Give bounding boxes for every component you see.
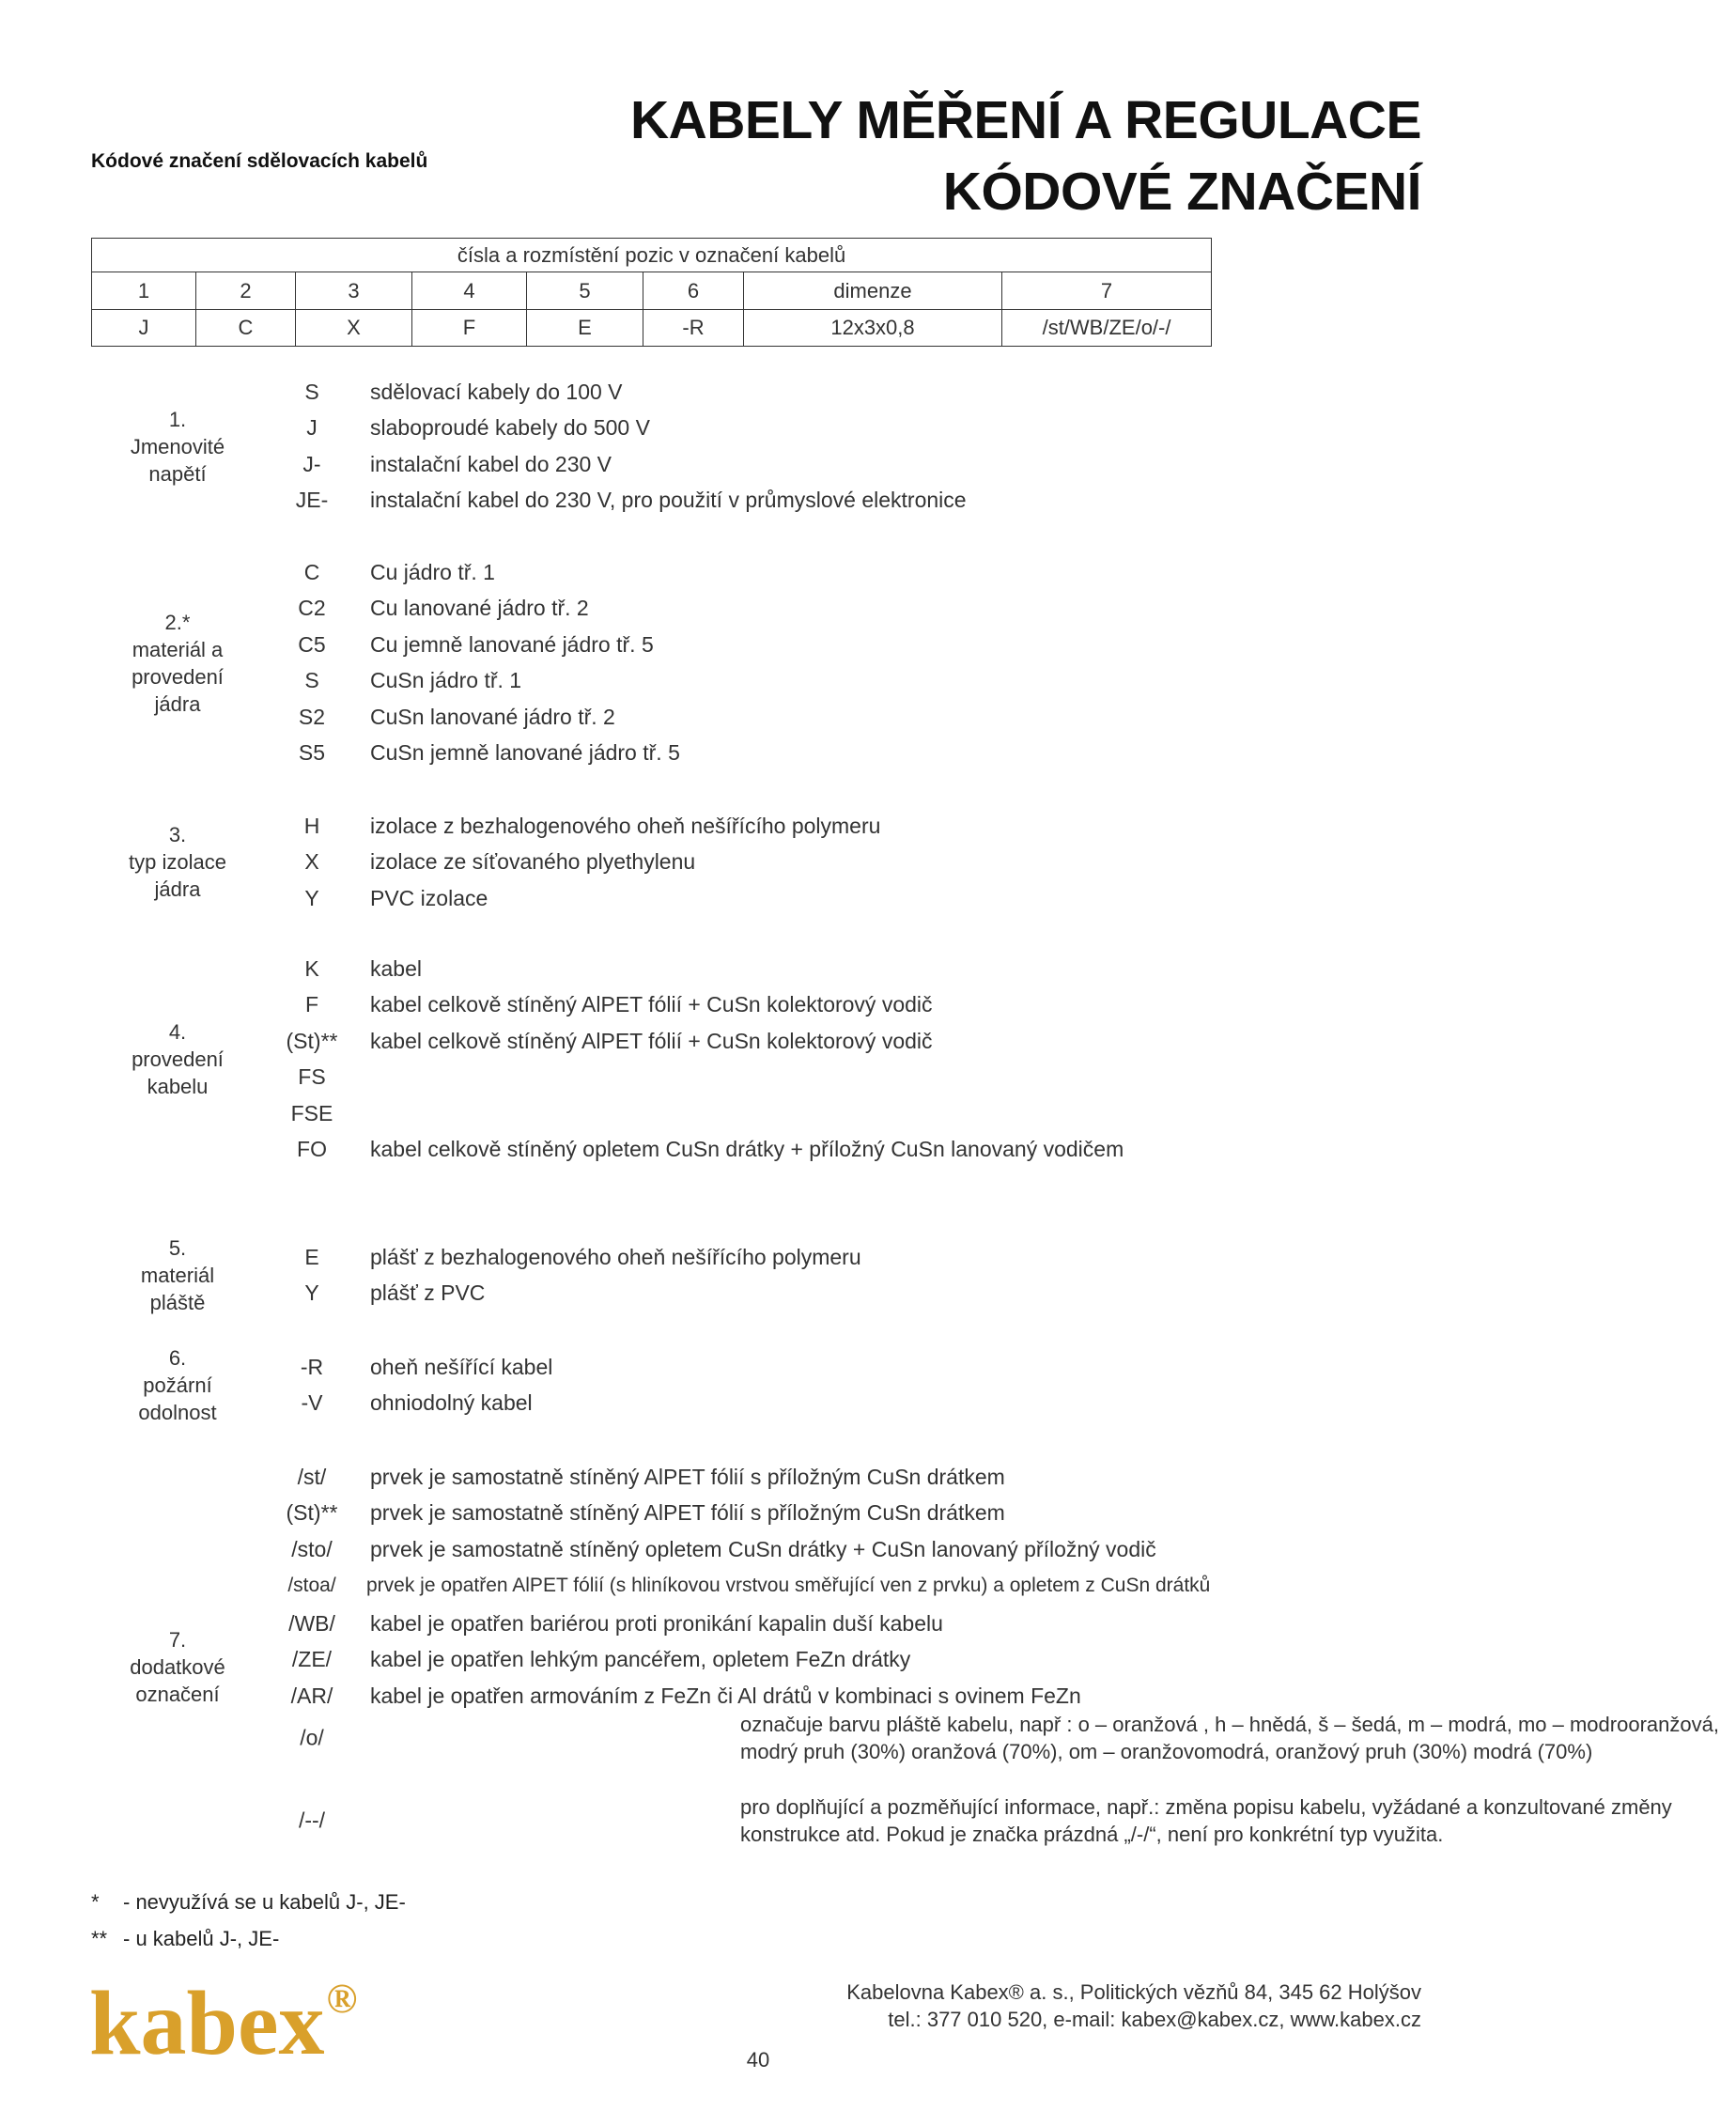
code: /st/ (297, 1464, 327, 1489)
table-value-cell: 12x3x0,8 (744, 310, 1002, 347)
code-description: prvek je opatřen AlPET fólií (s hliníkovou vrstvou směřující ven z prvku) a opletem z CuSn drátků (366, 1574, 1211, 1596)
code: S (304, 668, 319, 693)
section-label-line: 7. (168, 1628, 187, 1652)
section-label-line: pláště (149, 1291, 206, 1314)
section-core-material (0, 554, 1503, 771)
table-caption: čísla a rozmístění pozic v označení kabelů (92, 239, 1212, 272)
code: /--/ (298, 1808, 326, 1833)
code-row (0, 1386, 1503, 1422)
code: (St)** (286, 1500, 338, 1526)
code: S5 (298, 740, 326, 766)
code-description: instalační kabel do 230 V (370, 451, 612, 476)
code-description: kabel je opatřen lehkým pancéřem, opletem FeZn drátky (370, 1647, 911, 1672)
code-row (0, 736, 1503, 772)
code: /sto/ (291, 1536, 333, 1561)
table-value-cell: C (196, 310, 296, 347)
code-row (0, 446, 1503, 483)
section-label-line: napětí (148, 461, 207, 486)
code-description: kabel celkově stíněný AlPET fólií + CuSn kolektorový vodič (370, 1028, 933, 1053)
code-row (0, 1531, 1503, 1568)
section-cable-design (0, 951, 1503, 1168)
code: Y (304, 1280, 319, 1306)
code-row (0, 1793, 1672, 1848)
code: Y (304, 885, 319, 910)
code-row (0, 1642, 1503, 1679)
table-header-cell: 5 (527, 272, 643, 310)
code-row (0, 808, 1503, 845)
title-line-2: KÓDOVÉ ZNAČENÍ (942, 162, 1421, 222)
section-label-line: 4. (168, 1020, 187, 1044)
code: /WB/ (288, 1610, 335, 1636)
logo-registered-mark: ® (326, 1976, 358, 2022)
code-description: označuje barvu pláště kabelu, např : o – oranžová , h – hnědá, š – šedá, m – modrá, mo – modrooranžová, modrý pruh (30%) oranžová (70%), om – oranžovomodrá, oranžový pruh (30%) modrá (70%) (740, 1713, 1719, 1763)
code-row (0, 627, 1503, 663)
code-row (0, 1132, 1503, 1169)
table-value-row (92, 310, 1212, 347)
page-number: 40 (746, 2048, 770, 2072)
code: H (303, 813, 320, 838)
code-row (0, 1349, 1503, 1386)
code: /AR/ (290, 1683, 333, 1708)
section-label-line: provedení (132, 1047, 224, 1071)
footnote (91, 1927, 279, 1951)
code-row (0, 554, 1503, 591)
section-label-line: jádra (154, 691, 201, 716)
section-label-line: materiál (140, 1264, 215, 1287)
code-description: sdělovací kabely do 100 V (370, 379, 623, 404)
code-description: kabel celkově stíněný AlPET fólií + CuSn kolektorový vodič (370, 992, 933, 1017)
section-label-line: označení (135, 1683, 220, 1706)
code: -V (301, 1390, 323, 1416)
code-description: instalační kabel do 230 V, pro použití v průmyslové elektronice (370, 488, 967, 513)
code: /o/ (300, 1725, 324, 1750)
code-row (0, 951, 1503, 987)
code: FSE (290, 1100, 333, 1125)
section-core-insulation (0, 808, 1503, 917)
code-row (0, 591, 1503, 628)
code: FS (298, 1064, 326, 1090)
code: C (303, 559, 320, 584)
footnote-text: - u kabelů J-, JE- (123, 1927, 280, 1950)
table-value-cell: E (527, 310, 643, 347)
code-description: pro doplňující a pozměňující informace, např.: změna popisu kabelu, vyžádané a konzultované změny konstrukce atd. Pokud je značka prázdná „/-/“, není pro konkrétní typ využita. (740, 1795, 1672, 1846)
code-description: plášť z bezhalogenového oheň nešířícího polymeru (370, 1244, 861, 1269)
section-label-line: 1. (168, 407, 187, 431)
table-header-cell: 7 (1002, 272, 1212, 310)
code-description: CuSn jemně lanované jádro tř. 5 (370, 740, 680, 766)
code-row (0, 663, 1503, 700)
code: /ZE/ (291, 1647, 333, 1672)
code-row (0, 1276, 1503, 1312)
code: -R (300, 1354, 324, 1379)
table-header-cell: 4 (412, 272, 527, 310)
code-row (0, 1606, 1503, 1642)
code-description: izolace ze síťovaného plyethylenu (370, 849, 696, 875)
footnote-text: - nevyužívá se u kabelů J-, JE- (123, 1890, 406, 1914)
section-label-line: kabelu (147, 1075, 209, 1098)
code-position-table (91, 238, 1212, 347)
section-additional-marking (0, 1459, 1719, 1875)
table-value-cell: /st/WB/ZE/o/-/ (1002, 310, 1212, 347)
code-description: Cu jemně lanované jádro tř. 5 (370, 631, 654, 657)
code-row (0, 987, 1503, 1024)
table-header-cell: 1 (92, 272, 196, 310)
code-description: kabel je opatřen armováním z FeZn či Al drátů v kombinaci s ovinem FeZn (370, 1683, 1081, 1708)
code-row (0, 1060, 1503, 1096)
section-fire-resistance (0, 1346, 1503, 1424)
code: E (304, 1244, 319, 1269)
code-description: prvek je samostatně stíněný opletem CuSn drátky + CuSn lanovaný příložný vodič (370, 1536, 1156, 1561)
code: /stoa/ (287, 1574, 336, 1596)
code-description: CuSn lanované jádro tř. 2 (370, 704, 615, 729)
section-label-line: Jmenovité (130, 434, 225, 458)
company-address (846, 1979, 1421, 2033)
footnote (91, 1890, 406, 1915)
code: J (306, 415, 318, 441)
code-row (0, 1711, 1719, 1765)
kabex-logo (89, 1952, 358, 2074)
code-row (0, 1568, 1503, 1605)
code-row (0, 880, 1503, 917)
section-label-line: materiál a (132, 637, 224, 661)
code-row (0, 1459, 1503, 1496)
code-description: CuSn jádro tř. 1 (370, 668, 522, 693)
table-header-cell: 3 (296, 272, 412, 310)
code-description: kabel je opatřen bariérou proti pronikání kapalin duší kabelu (370, 1610, 943, 1636)
code-description: Cu jádro tř. 1 (370, 559, 495, 584)
table-value-cell: -R (643, 310, 744, 347)
table-header-cell: 6 (643, 272, 744, 310)
code-description: kabel celkově stíněný opletem CuSn drátky + příložný CuSn lanovaný vodičem (370, 1137, 1124, 1162)
code: F (304, 992, 319, 1017)
code-description: prvek je samostatně stíněný AlPET fólií s příložným CuSn drátkem (370, 1464, 1005, 1489)
code-row (0, 1239, 1503, 1276)
code: C5 (298, 631, 326, 657)
page-title (630, 85, 1421, 227)
code-row (0, 374, 1503, 411)
code: K (304, 955, 319, 981)
code: S (304, 379, 319, 404)
section-label-line: odolnost (138, 1401, 217, 1424)
code: (St)** (286, 1028, 338, 1053)
section-label-line: 5. (168, 1236, 187, 1260)
code-description: Cu lanované jádro tř. 2 (370, 596, 589, 621)
section-label-line: typ izolace (129, 850, 226, 875)
section-label-line: 2.* (164, 610, 191, 634)
code-row (0, 1095, 1503, 1132)
code: S2 (298, 704, 326, 729)
section-rated-voltage (0, 374, 1503, 519)
section-label-line: požární (143, 1373, 212, 1397)
section-label-line: jádra (154, 877, 201, 902)
page-subtitle: Kódové značení sdělovacích kabelů (91, 150, 428, 172)
code-description: oheň nešířící kabel (370, 1354, 553, 1379)
code: C2 (298, 596, 326, 621)
section-label-line: provedení (132, 664, 224, 689)
address-line: Kabelovna Kabex® a. s., Politických vězňů 84, 345 62 Holýšov (846, 1980, 1421, 2004)
contact-line: tel.: 377 010 520, e-mail: kabex@kabex.cz, www.kabex.cz (888, 2008, 1421, 2031)
code: FO (297, 1137, 327, 1162)
logo-text: kabex (89, 1973, 325, 2074)
table-value-cell: J (92, 310, 196, 347)
code-description: kabel (370, 955, 422, 981)
code: X (304, 849, 319, 875)
table-header-cell: dimenze (744, 272, 1002, 310)
footnote-mark: ** (91, 1927, 108, 1950)
code-description: plášť z PVC (370, 1280, 486, 1306)
code-description: izolace z bezhalogenového oheň nešířícího polymeru (370, 813, 881, 838)
section-sheath-material (0, 1236, 1503, 1314)
code-description: slaboproudé kabely do 500 V (370, 415, 650, 441)
table-value-cell: X (296, 310, 412, 347)
code: JE- (295, 488, 329, 513)
section-label-line: 3. (168, 823, 187, 847)
code-row (0, 411, 1503, 447)
table-caption-row (92, 239, 1212, 272)
code-description: prvek je samostatně stíněný AlPET fólií s příložným CuSn drátkem (370, 1500, 1005, 1526)
code-row (0, 699, 1503, 736)
code: J- (302, 451, 321, 476)
code-row (0, 483, 1503, 520)
section-label-line: 6. (168, 1346, 187, 1370)
section-label-line: dodatkové (130, 1655, 225, 1679)
code-row (0, 1678, 1503, 1715)
table-header-cell: 2 (196, 272, 296, 310)
footnote-mark: * (91, 1890, 100, 1914)
code-description: PVC izolace (370, 885, 488, 910)
title-line-1: KABELY MĚŘENÍ A REGULACE (629, 90, 1421, 150)
code-row (0, 845, 1503, 881)
table-header-row (92, 272, 1212, 310)
code-row (0, 1496, 1503, 1532)
code-description: ohniodolný kabel (370, 1390, 533, 1416)
code-row (0, 1023, 1503, 1060)
table-value-cell: F (412, 310, 527, 347)
